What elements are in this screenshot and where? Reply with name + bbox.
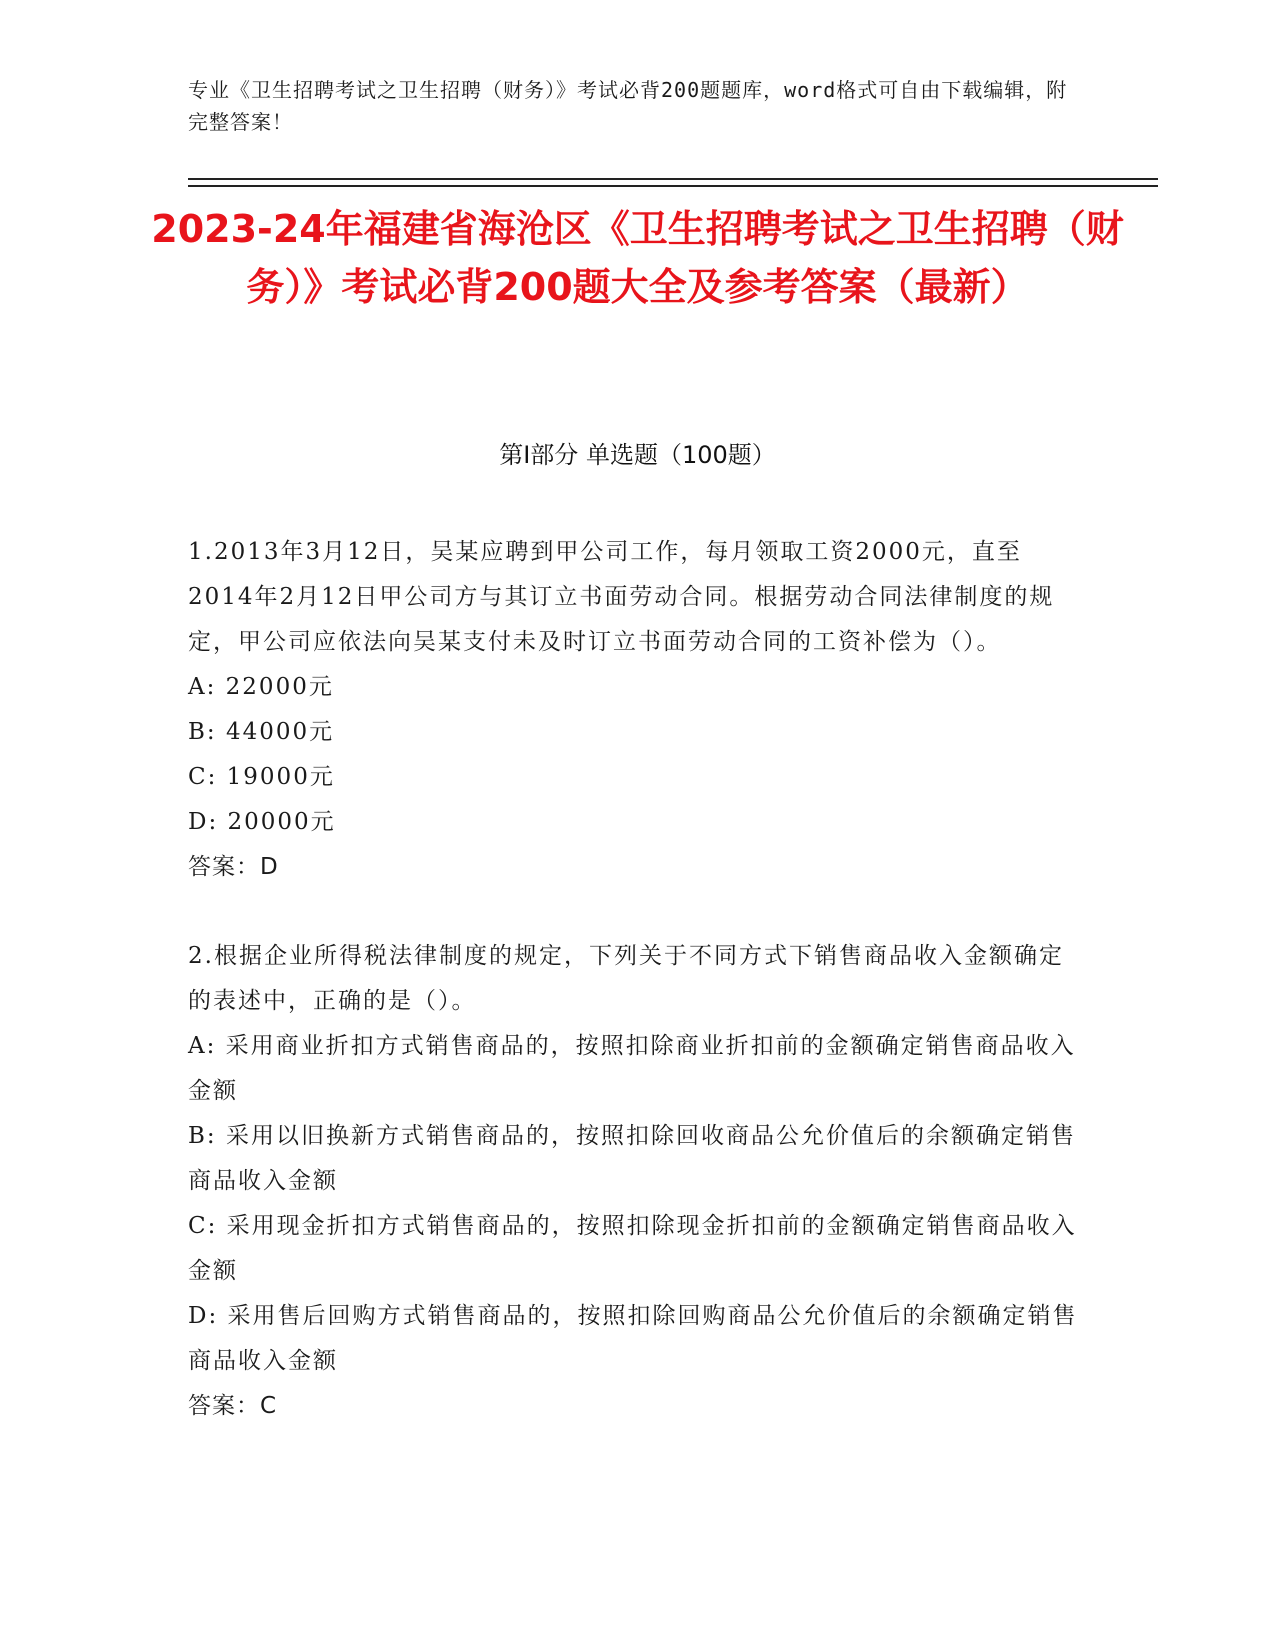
question-2 (188, 934, 1078, 1429)
option-c: C: 采用现金折扣方式销售商品的，按照扣除现金折扣前的金额确定销售商品收入金额 (188, 1213, 1077, 1284)
header-divider-bottom (188, 185, 1158, 187)
answer-line: 答案：D (188, 854, 279, 880)
option-d: D: 采用售后回购方式销售商品的，按照扣除回购商品公允价值后的余额确定销售商品收入金额 (188, 1303, 1078, 1374)
document-title: 2023-24年福建省海沧区《卫生招聘考试之卫生招聘（财务）》考试必背200题大全及参考答案（最新） (151, 207, 1124, 309)
header-divider-top (188, 178, 1158, 180)
option-d: D: 20000元 (188, 809, 336, 835)
option-b: B: 44000元 (188, 719, 335, 745)
option-c: C: 19000元 (188, 764, 335, 790)
option-b: B: 采用以旧换新方式销售商品的，按照扣除回收商品公允价值后的余额确定销售商品收入金额 (188, 1123, 1076, 1194)
header-note: 专业《卫生招聘考试之卫生招聘（财务）》考试必背200题题库，word格式可自由下载编辑，附完整答案！ (188, 78, 1068, 134)
answer-line: 答案：C (188, 1393, 278, 1419)
question-stem: 1.2013年3月12日，吴某应聘到甲公司工作，每月领取工资2000元，直至2014年2月12日甲公司方与其订立书面劳动合同。根据劳动合同法律制度的规定，甲公司应依法向吴某支付未及时订立书面劳动合同的工资补偿为（）。 (188, 539, 1055, 655)
question-spacer (188, 890, 1078, 934)
section-heading: 第I部分 单选题（100题） (499, 441, 776, 469)
question-stem: 2.根据企业所得税法律制度的规定，下列关于不同方式下销售商品收入金额确定的表述中，正确的是（）。 (188, 943, 1064, 1014)
option-a: A: 22000元 (188, 674, 334, 700)
option-a: A: 采用商业折扣方式销售商品的，按照扣除商业折扣前的金额确定销售商品收入金额 (188, 1033, 1076, 1104)
question-list (188, 530, 1078, 1429)
question-1 (188, 530, 1078, 890)
